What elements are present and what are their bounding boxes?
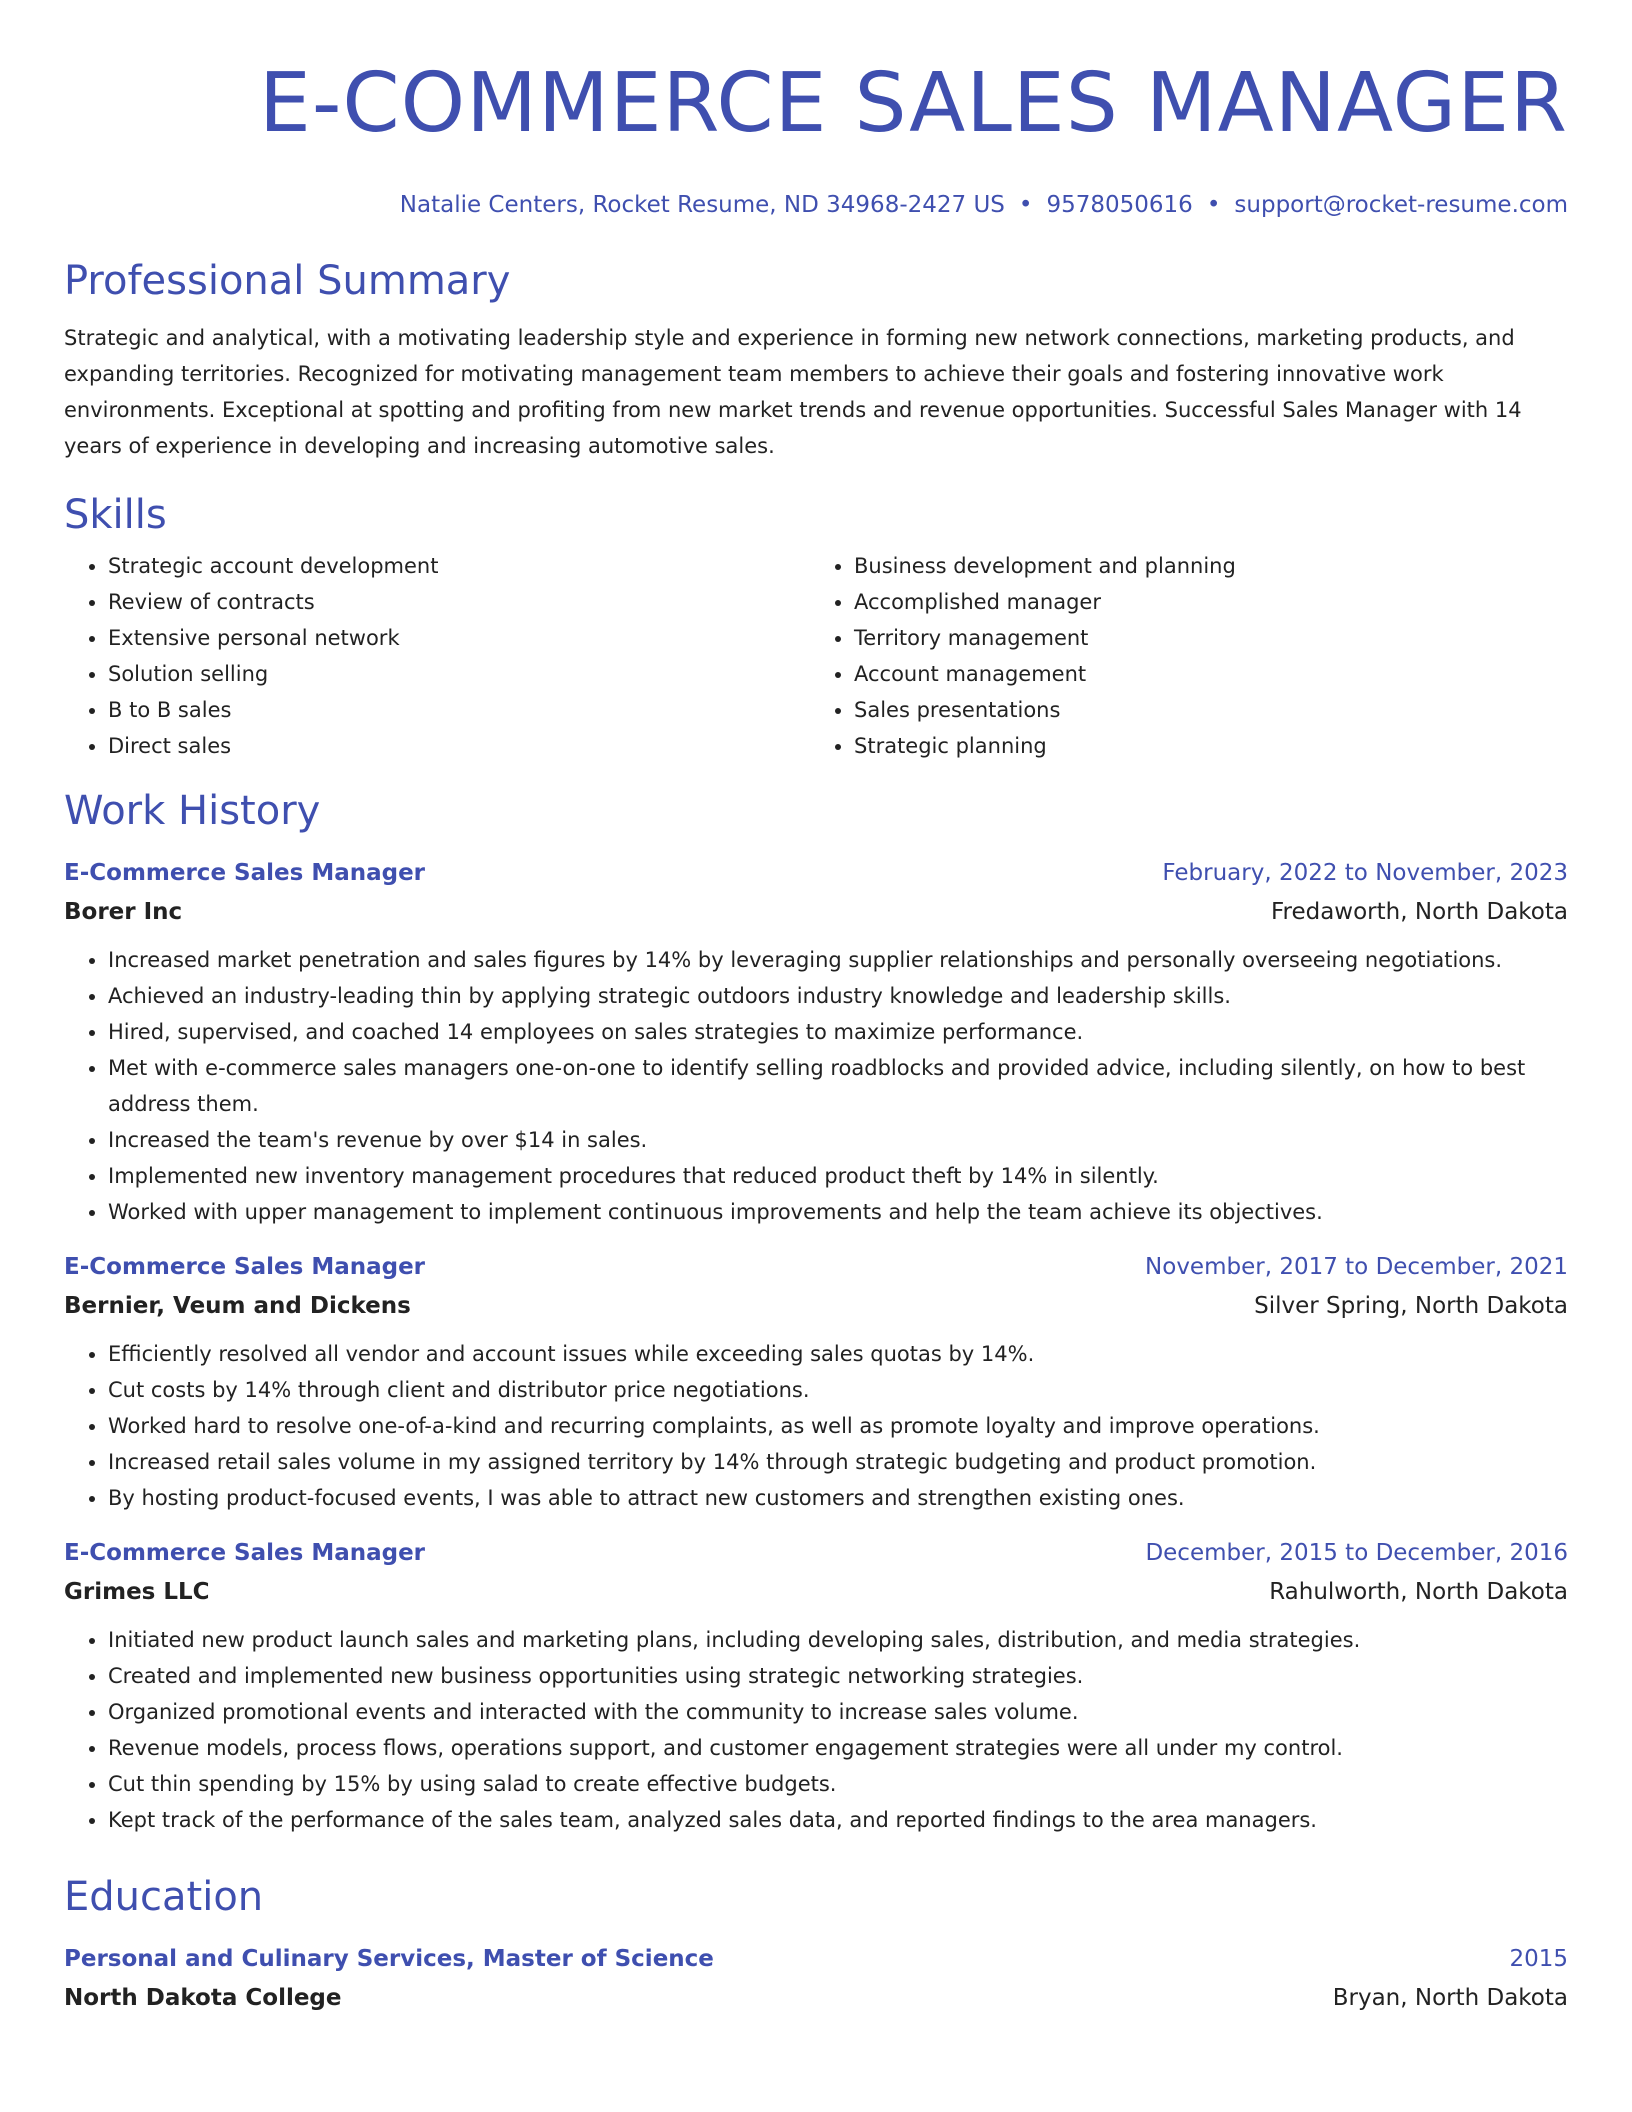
skill-item: • Direct sales <box>108 728 816 764</box>
job-bullet: • Achieved an industry-leading thin by applying strategic outdoors industry knowledge and leadership skills. <box>108 978 1568 1014</box>
job-entry <box>64 1534 1568 1838</box>
skill-item: • Strategic planning <box>854 728 1568 764</box>
job-bullets <box>64 942 1568 1230</box>
job-bullet: • Implemented new inventory management procedures that reduced product theft by 14% in silently. <box>108 1158 1568 1194</box>
skill-item: • Sales presentations <box>854 692 1568 728</box>
job-bullet: • Increased retail sales volume in my assigned territory by 14% through strategic budgeting and product promotion. <box>108 1444 1568 1480</box>
contact-email: support@rocket-resume.com <box>1234 192 1568 218</box>
job-bullet: • Revenue models, process flows, operations support, and customer engagement strategies were all under my control. <box>108 1730 1568 1766</box>
job-location: Fredaworth, North Dakota <box>1270 899 1568 925</box>
skill-item: • Solution selling <box>108 656 816 692</box>
contact-phone: 9578050616 <box>1046 192 1193 218</box>
job-location: Silver Spring, North Dakota <box>1254 1293 1568 1319</box>
job-bullet: • Kept track of the performance of the sales team, analyzed sales data, and reported findings to the area managers. <box>108 1802 1568 1838</box>
job-bullet: • Increased market penetration and sales figures by 14% by leveraging supplier relationships and personally overseeing negotiations. <box>108 942 1568 978</box>
job-bullet: • Created and implemented new business opportunities using strategic networking strategies. <box>108 1658 1568 1694</box>
job-bullet: • Organized promotional events and interacted with the community to increase sales volume. <box>108 1694 1568 1730</box>
job-bullets <box>64 1622 1568 1838</box>
job-bullet: • Worked with upper management to implement continuous improvements and help the team achieve its objectives. <box>108 1194 1568 1230</box>
contact-separator: • <box>1018 192 1033 218</box>
job-title: E-Commerce Sales Manager <box>64 860 426 886</box>
education-location: Bryan, North Dakota <box>1332 1985 1568 2011</box>
skill-item: • Business development and planning <box>854 548 1568 584</box>
job-bullet: • Hired, supervised, and coached 14 employees on sales strategies to maximize performance. <box>108 1014 1568 1050</box>
education-school: North Dakota College <box>64 1985 342 2011</box>
contact-address: Natalie Centers, Rocket Resume, ND 34968-2427 US <box>399 192 1005 218</box>
job-dates: December, 2015 to December, 2016 <box>1145 1540 1568 1566</box>
skill-item: • Account management <box>854 656 1568 692</box>
resume-header <box>64 56 1568 220</box>
job-title: E-Commerce Sales Manager <box>64 1540 426 1566</box>
job-company: Borer Inc <box>64 899 183 925</box>
job-bullet: • By hosting product-focused events, I was able to attract new customers and strengthen existing ones. <box>108 1480 1568 1516</box>
skills-column-right <box>816 548 1568 764</box>
job-entry <box>64 1248 1568 1516</box>
job-location: Rahulworth, North Dakota <box>1269 1579 1568 1605</box>
summary-text: Strategic and analytical, with a motivating leadership style and experience in forming new network connections, marketing products, and expanding territories. Recognized for motivating management team members to achieve their goals and fostering innovative work environments. Exceptional at spotting and profiting from new market trends and revenue opportunities. Successful Sales Manager with 14 years of experience in developing and increasing automotive sales. <box>64 326 1522 458</box>
skill-item: • B to B sales <box>108 692 816 728</box>
job-bullet: • Worked hard to resolve one-of-a-kind and recurring complaints, as well as promote loyalty and improve operations. <box>108 1408 1568 1444</box>
education-heading: Education <box>64 1874 264 1920</box>
job-company: Grimes LLC <box>64 1579 210 1605</box>
education-year: 2015 <box>1509 1946 1568 1972</box>
job-entry <box>64 854 1568 1230</box>
skills-list <box>64 548 1568 764</box>
job-dates: February, 2022 to November, 2023 <box>1162 860 1568 886</box>
job-bullet: • Cut thin spending by 15% by using salad to create effective budgets. <box>108 1766 1568 1802</box>
skill-item: • Accomplished manager <box>854 584 1568 620</box>
skill-item: • Territory management <box>854 620 1568 656</box>
skills-column-left <box>64 548 816 764</box>
job-bullet: • Efficiently resolved all vendor and account issues while exceeding sales quotas by 14%. <box>108 1336 1568 1372</box>
education-entry <box>64 1940 1568 2018</box>
summary-heading: Professional Summary <box>64 258 511 304</box>
job-bullet: • Increased the team's revenue by over $14 in sales. <box>108 1122 1568 1158</box>
job-bullet: • Met with e-commerce sales managers one-on-one to identify selling roadblocks and provided advice, including silently, on how to best address them. <box>108 1050 1568 1122</box>
skill-item: • Extensive personal network <box>108 620 816 656</box>
job-title: E-Commerce Sales Manager <box>64 1254 426 1280</box>
job-bullet: • Cut costs by 14% through client and distributor price negotiations. <box>108 1372 1568 1408</box>
education-degree: Personal and Culinary Services, Master of Science <box>64 1946 714 1972</box>
contact-separator: • <box>1206 192 1221 218</box>
work-history-heading: Work History <box>64 788 321 834</box>
resume-title: E-COMMERCE SALES MANAGER <box>259 56 1568 151</box>
job-dates: November, 2017 to December, 2021 <box>1145 1254 1568 1280</box>
skill-item: • Review of contracts <box>108 584 816 620</box>
contact-line <box>64 190 1568 220</box>
job-company: Bernier, Veum and Dickens <box>64 1293 411 1319</box>
job-bullets <box>64 1336 1568 1516</box>
skill-item: • Strategic account development <box>108 548 816 584</box>
job-bullet: • Initiated new product launch sales and marketing plans, including developing sales, distribution, and media strategies. <box>108 1622 1568 1658</box>
skills-heading: Skills <box>64 492 167 538</box>
